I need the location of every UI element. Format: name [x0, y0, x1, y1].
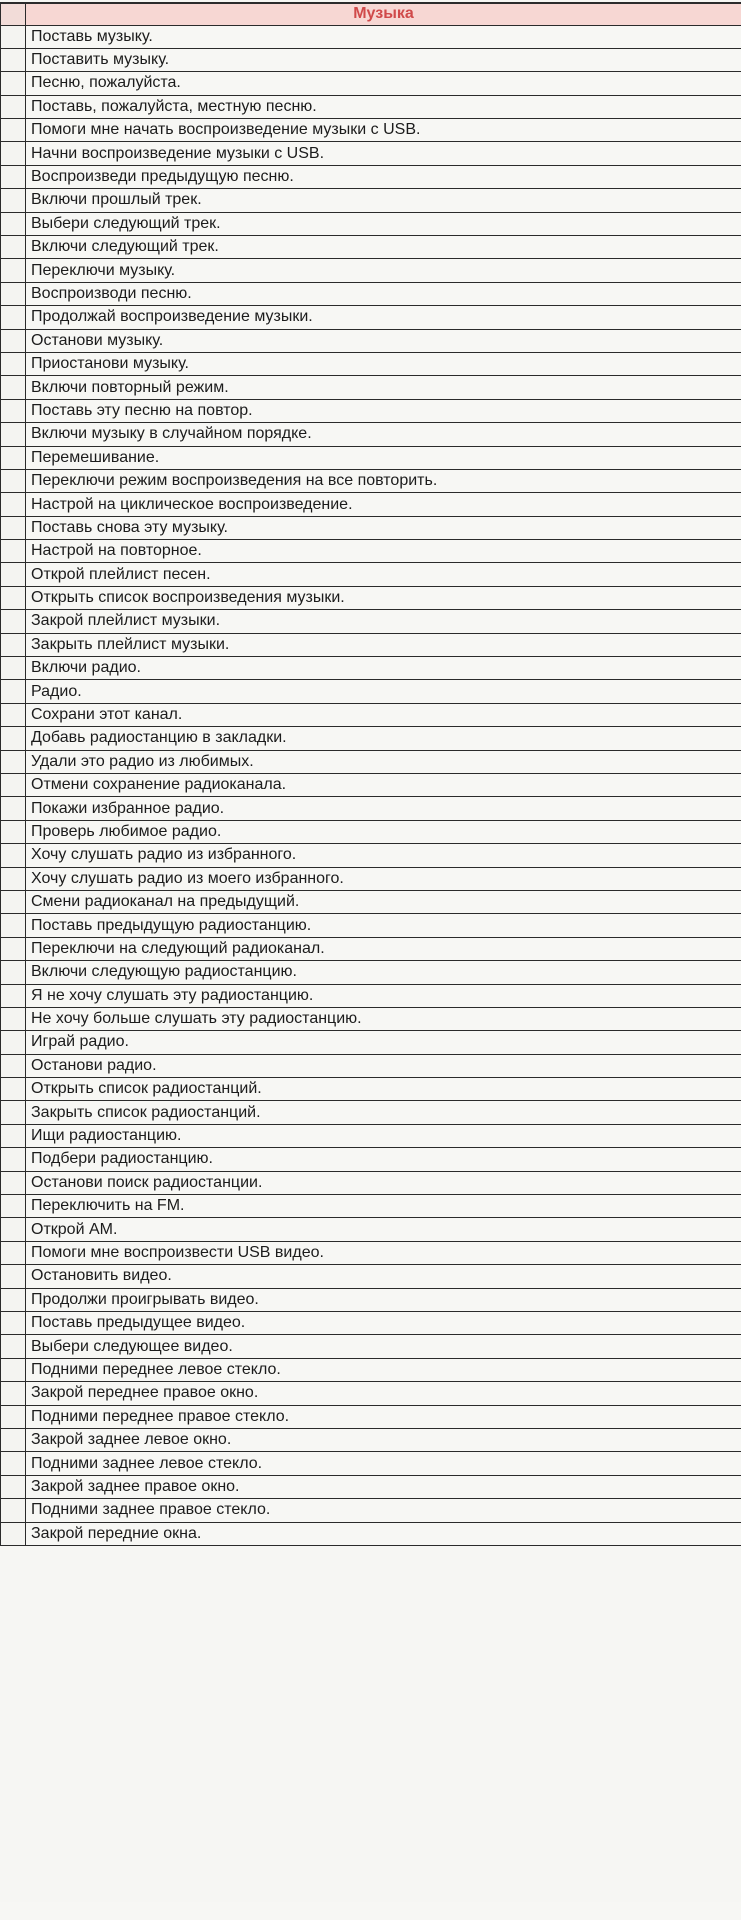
phrase-cell[interactable]: Закрой передние окна.: [26, 1522, 741, 1545]
phrase-cell[interactable]: Помоги мне начать воспроизведение музыки с USB.: [26, 119, 741, 142]
table-row: [1, 399, 741, 422]
table-row: [1, 1218, 741, 1241]
row-index-cell[interactable]: [1, 820, 26, 843]
table-row: [1, 937, 741, 960]
row-index-cell[interactable]: [1, 1265, 26, 1288]
phrase-cell[interactable]: Поставь, пожалуйста, местную песню.: [26, 95, 741, 118]
row-index-cell[interactable]: [1, 72, 26, 95]
table-row: [1, 867, 741, 890]
phrase-cell[interactable]: Переключить на FM.: [26, 1195, 741, 1218]
table-row: [1, 774, 741, 797]
table-row: [1, 236, 741, 259]
row-index-cell[interactable]: [1, 1311, 26, 1334]
section-title[interactable]: Музыка: [26, 3, 741, 25]
phrase-cell[interactable]: Не хочу больше слушать эту радиостанцию.: [26, 1007, 741, 1030]
phrase-cell[interactable]: Остановить видео.: [26, 1265, 741, 1288]
table-row: [1, 610, 741, 633]
table-row: [1, 306, 741, 329]
phrase-cell[interactable]: Включи музыку в случайном порядке.: [26, 423, 741, 446]
row-index-cell[interactable]: [1, 352, 26, 375]
row-index-cell[interactable]: [1, 1335, 26, 1358]
phrase-cell[interactable]: Воспроизводи песню.: [26, 282, 741, 305]
row-index-cell[interactable]: [1, 914, 26, 937]
row-index-cell[interactable]: [1, 1522, 26, 1545]
phrase-cell[interactable]: Включи повторный режим.: [26, 376, 741, 399]
row-index-cell[interactable]: [1, 1475, 26, 1498]
row-index-cell[interactable]: [1, 446, 26, 469]
table-row: [1, 727, 741, 750]
table-row: [1, 446, 741, 469]
row-index-cell[interactable]: [1, 586, 26, 609]
table-row: [1, 890, 741, 913]
table-row: [1, 540, 741, 563]
phrase-cell[interactable]: Ищи радиостанцию.: [26, 1124, 741, 1147]
table-row: [1, 703, 741, 726]
row-index-cell[interactable]: [1, 774, 26, 797]
row-index-cell[interactable]: [1, 282, 26, 305]
phrase-cell[interactable]: Открыть список радиостанций.: [26, 1078, 741, 1101]
table-row: [1, 914, 741, 937]
row-index-cell[interactable]: [1, 633, 26, 656]
phrase-cell[interactable]: Выбери следующий трек.: [26, 212, 741, 235]
phrase-cell[interactable]: Настрой на повторное.: [26, 540, 741, 563]
row-index-cell[interactable]: [1, 48, 26, 71]
phrase-cell[interactable]: Переключи режим воспроизведения на все повторить.: [26, 469, 741, 492]
phrase-cell[interactable]: Открыть список воспроизведения музыки.: [26, 586, 741, 609]
phrase-cell[interactable]: Поставить музыку.: [26, 48, 741, 71]
table-row: [1, 1195, 741, 1218]
phrase-cell[interactable]: Включи радио.: [26, 657, 741, 680]
table-row: [1, 586, 741, 609]
table-row: [1, 259, 741, 282]
phrase-cell[interactable]: Включи прошлый трек.: [26, 189, 741, 212]
phrase-cell[interactable]: Хочу слушать радио из моего избранного.: [26, 867, 741, 890]
phrase-cell[interactable]: Останови радио.: [26, 1054, 741, 1077]
row-index-cell[interactable]: [1, 376, 26, 399]
row-index-cell[interactable]: [1, 1124, 26, 1147]
phrase-cell[interactable]: Включи следующий трек.: [26, 236, 741, 259]
phrase-cell[interactable]: Сохрани этот канал.: [26, 703, 741, 726]
table-row: [1, 119, 741, 142]
table-row: [1, 797, 741, 820]
row-index-cell[interactable]: [1, 867, 26, 890]
header-index-cell[interactable]: [1, 3, 26, 25]
phrase-cell[interactable]: Поставь предыдущую радиостанцию.: [26, 914, 741, 937]
table-row: [1, 165, 741, 188]
row-index-cell[interactable]: [1, 1428, 26, 1451]
row-index-cell[interactable]: [1, 259, 26, 282]
phrase-cell[interactable]: Я не хочу слушать эту радиостанцию.: [26, 984, 741, 1007]
row-index-cell[interactable]: [1, 1241, 26, 1264]
phrase-cell[interactable]: Продолжай воспроизведение музыки.: [26, 306, 741, 329]
phrase-cell[interactable]: Закрыть список радиостанций.: [26, 1101, 741, 1124]
row-index-cell[interactable]: [1, 703, 26, 726]
phrase-cell[interactable]: Останови музыку.: [26, 329, 741, 352]
row-index-cell[interactable]: [1, 937, 26, 960]
row-index-cell[interactable]: [1, 961, 26, 984]
table-row: [1, 48, 741, 71]
row-index-cell[interactable]: [1, 1218, 26, 1241]
row-index-cell[interactable]: [1, 142, 26, 165]
phrase-cell[interactable]: Открой AM.: [26, 1218, 741, 1241]
phrase-cell[interactable]: Закрой переднее правое окно.: [26, 1382, 741, 1405]
table-row: [1, 189, 741, 212]
table-row: [1, 984, 741, 1007]
table-row: [1, 961, 741, 984]
row-index-cell[interactable]: [1, 1101, 26, 1124]
row-index-cell[interactable]: [1, 657, 26, 680]
table-row: [1, 142, 741, 165]
header-row: [1, 3, 741, 25]
row-index-cell[interactable]: [1, 984, 26, 1007]
row-index-cell[interactable]: [1, 423, 26, 446]
phrase-cell[interactable]: Поставь предыдущее видео.: [26, 1311, 741, 1334]
table-row: [1, 820, 741, 843]
phrase-cell[interactable]: Отмени сохранение радиоканала.: [26, 774, 741, 797]
table-row: [1, 1054, 741, 1077]
phrase-cell[interactable]: Открой плейлист песен.: [26, 563, 741, 586]
table-row: [1, 1428, 741, 1451]
table-row: [1, 376, 741, 399]
table-row: [1, 1288, 741, 1311]
table-row: [1, 1241, 741, 1264]
phrase-cell[interactable]: Радио.: [26, 680, 741, 703]
phrase-cell[interactable]: Продолжи проигрывать видео.: [26, 1288, 741, 1311]
row-index-cell[interactable]: [1, 469, 26, 492]
table-row: [1, 633, 741, 656]
row-index-cell[interactable]: [1, 329, 26, 352]
row-index-cell[interactable]: [1, 25, 26, 48]
row-index-cell[interactable]: [1, 236, 26, 259]
table-row: [1, 1171, 741, 1194]
table-row: [1, 1031, 741, 1054]
phrase-cell[interactable]: Подними заднее левое стекло.: [26, 1452, 741, 1475]
row-index-cell[interactable]: [1, 1195, 26, 1218]
table-row: [1, 1311, 741, 1334]
table-row: [1, 657, 741, 680]
phrase-cell[interactable]: Удали это радио из любимых.: [26, 750, 741, 773]
phrase-cell[interactable]: Останови поиск радиостанции.: [26, 1171, 741, 1194]
row-index-cell[interactable]: [1, 1452, 26, 1475]
row-index-cell[interactable]: [1, 1078, 26, 1101]
row-index-cell[interactable]: [1, 1171, 26, 1194]
row-index-cell[interactable]: [1, 890, 26, 913]
phrase-cell[interactable]: Подними переднее левое стекло.: [26, 1358, 741, 1381]
phrase-cell[interactable]: Проверь любимое радио.: [26, 820, 741, 843]
row-index-cell[interactable]: [1, 750, 26, 773]
phrase-cell[interactable]: Закрыть плейлист музыки.: [26, 633, 741, 656]
row-index-cell[interactable]: [1, 1358, 26, 1381]
table-row: [1, 1078, 741, 1101]
row-index-cell[interactable]: [1, 610, 26, 633]
table-row: [1, 212, 741, 235]
phrase-cell[interactable]: Включи следующую радиостанцию.: [26, 961, 741, 984]
table-row: [1, 844, 741, 867]
table-row: [1, 1335, 741, 1358]
table-row: [1, 423, 741, 446]
table-row: [1, 329, 741, 352]
table-row: [1, 563, 741, 586]
table-row: [1, 1007, 741, 1030]
phrase-cell[interactable]: Закрой заднее левое окно.: [26, 1428, 741, 1451]
row-index-cell[interactable]: [1, 516, 26, 539]
row-index-cell[interactable]: [1, 1382, 26, 1405]
table-row: [1, 1522, 741, 1545]
phrase-cell[interactable]: Закрой заднее правое окно.: [26, 1475, 741, 1498]
phrase-cell[interactable]: Покажи избранное радио.: [26, 797, 741, 820]
row-index-cell[interactable]: [1, 680, 26, 703]
row-index-cell[interactable]: [1, 797, 26, 820]
sheet-bottom-margin: [0, 1902, 741, 1920]
phrase-cell[interactable]: Закрой плейлист музыки.: [26, 610, 741, 633]
phrase-cell[interactable]: Помоги мне воспроизвести USB видео.: [26, 1241, 741, 1264]
row-index-cell[interactable]: [1, 540, 26, 563]
table-row: [1, 1148, 741, 1171]
phrase-cell[interactable]: Приостанови музыку.: [26, 352, 741, 375]
phrase-cell[interactable]: Переключи на следующий радиоканал.: [26, 937, 741, 960]
row-index-cell[interactable]: [1, 727, 26, 750]
table-row: [1, 72, 741, 95]
table-row: [1, 1499, 741, 1522]
row-index-cell[interactable]: [1, 844, 26, 867]
row-index-cell[interactable]: [1, 399, 26, 422]
table-row: [1, 1382, 741, 1405]
table-row: [1, 95, 741, 118]
table-row: [1, 680, 741, 703]
phrase-cell[interactable]: Переключи музыку.: [26, 259, 741, 282]
row-index-cell[interactable]: [1, 189, 26, 212]
row-index-cell[interactable]: [1, 212, 26, 235]
phrase-cell[interactable]: Перемешивание.: [26, 446, 741, 469]
table-row: [1, 1358, 741, 1381]
phrase-cell[interactable]: Воспроизведи предыдущую песню.: [26, 165, 741, 188]
row-index-cell[interactable]: [1, 1007, 26, 1030]
row-index-cell[interactable]: [1, 119, 26, 142]
phrase-cell[interactable]: Поставь снова эту музыку.: [26, 516, 741, 539]
table-row: [1, 1405, 741, 1428]
phrase-cell[interactable]: Подними переднее правое стекло.: [26, 1405, 741, 1428]
table-row: [1, 1265, 741, 1288]
table-row: [1, 25, 741, 48]
phrase-cell[interactable]: Играй радио.: [26, 1031, 741, 1054]
phrase-cell[interactable]: Подними заднее правое стекло.: [26, 1499, 741, 1522]
phrase-cell[interactable]: Смени радиоканал на предыдущий.: [26, 890, 741, 913]
row-index-cell[interactable]: [1, 165, 26, 188]
phrase-cell[interactable]: Добавь радиостанцию в закладки.: [26, 727, 741, 750]
row-index-cell[interactable]: [1, 1148, 26, 1171]
table-row: [1, 469, 741, 492]
phrase-cell[interactable]: Хочу слушать радио из избранного.: [26, 844, 741, 867]
row-index-cell[interactable]: [1, 563, 26, 586]
row-index-cell[interactable]: [1, 1054, 26, 1077]
row-index-cell[interactable]: [1, 95, 26, 118]
row-index-cell[interactable]: [1, 1031, 26, 1054]
table-row: [1, 493, 741, 516]
table-row: [1, 750, 741, 773]
phrase-table: [0, 2, 741, 1546]
phrase-cell[interactable]: Начни воспроизведение музыки с USB.: [26, 142, 741, 165]
phrase-cell[interactable]: Выбери следующее видео.: [26, 1335, 741, 1358]
phrase-cell[interactable]: Песню, пожалуйста.: [26, 72, 741, 95]
phrase-cell[interactable]: Поставь эту песню на повтор.: [26, 399, 741, 422]
row-index-cell[interactable]: [1, 1499, 26, 1522]
spreadsheet: [0, 2, 741, 1546]
table-row: [1, 352, 741, 375]
phrase-cell[interactable]: Поставь музыку.: [26, 25, 741, 48]
table-row: [1, 1101, 741, 1124]
row-index-cell[interactable]: [1, 306, 26, 329]
table-body: [1, 3, 741, 1545]
table-row: [1, 1475, 741, 1498]
phrase-cell[interactable]: Подбери радиостанцию.: [26, 1148, 741, 1171]
table-row: [1, 1452, 741, 1475]
row-index-cell[interactable]: [1, 1288, 26, 1311]
table-row: [1, 282, 741, 305]
row-index-cell[interactable]: [1, 493, 26, 516]
phrase-cell[interactable]: Настрой на циклическое воспроизведение.: [26, 493, 741, 516]
table-row: [1, 516, 741, 539]
table-row: [1, 1124, 741, 1147]
row-index-cell[interactable]: [1, 1405, 26, 1428]
